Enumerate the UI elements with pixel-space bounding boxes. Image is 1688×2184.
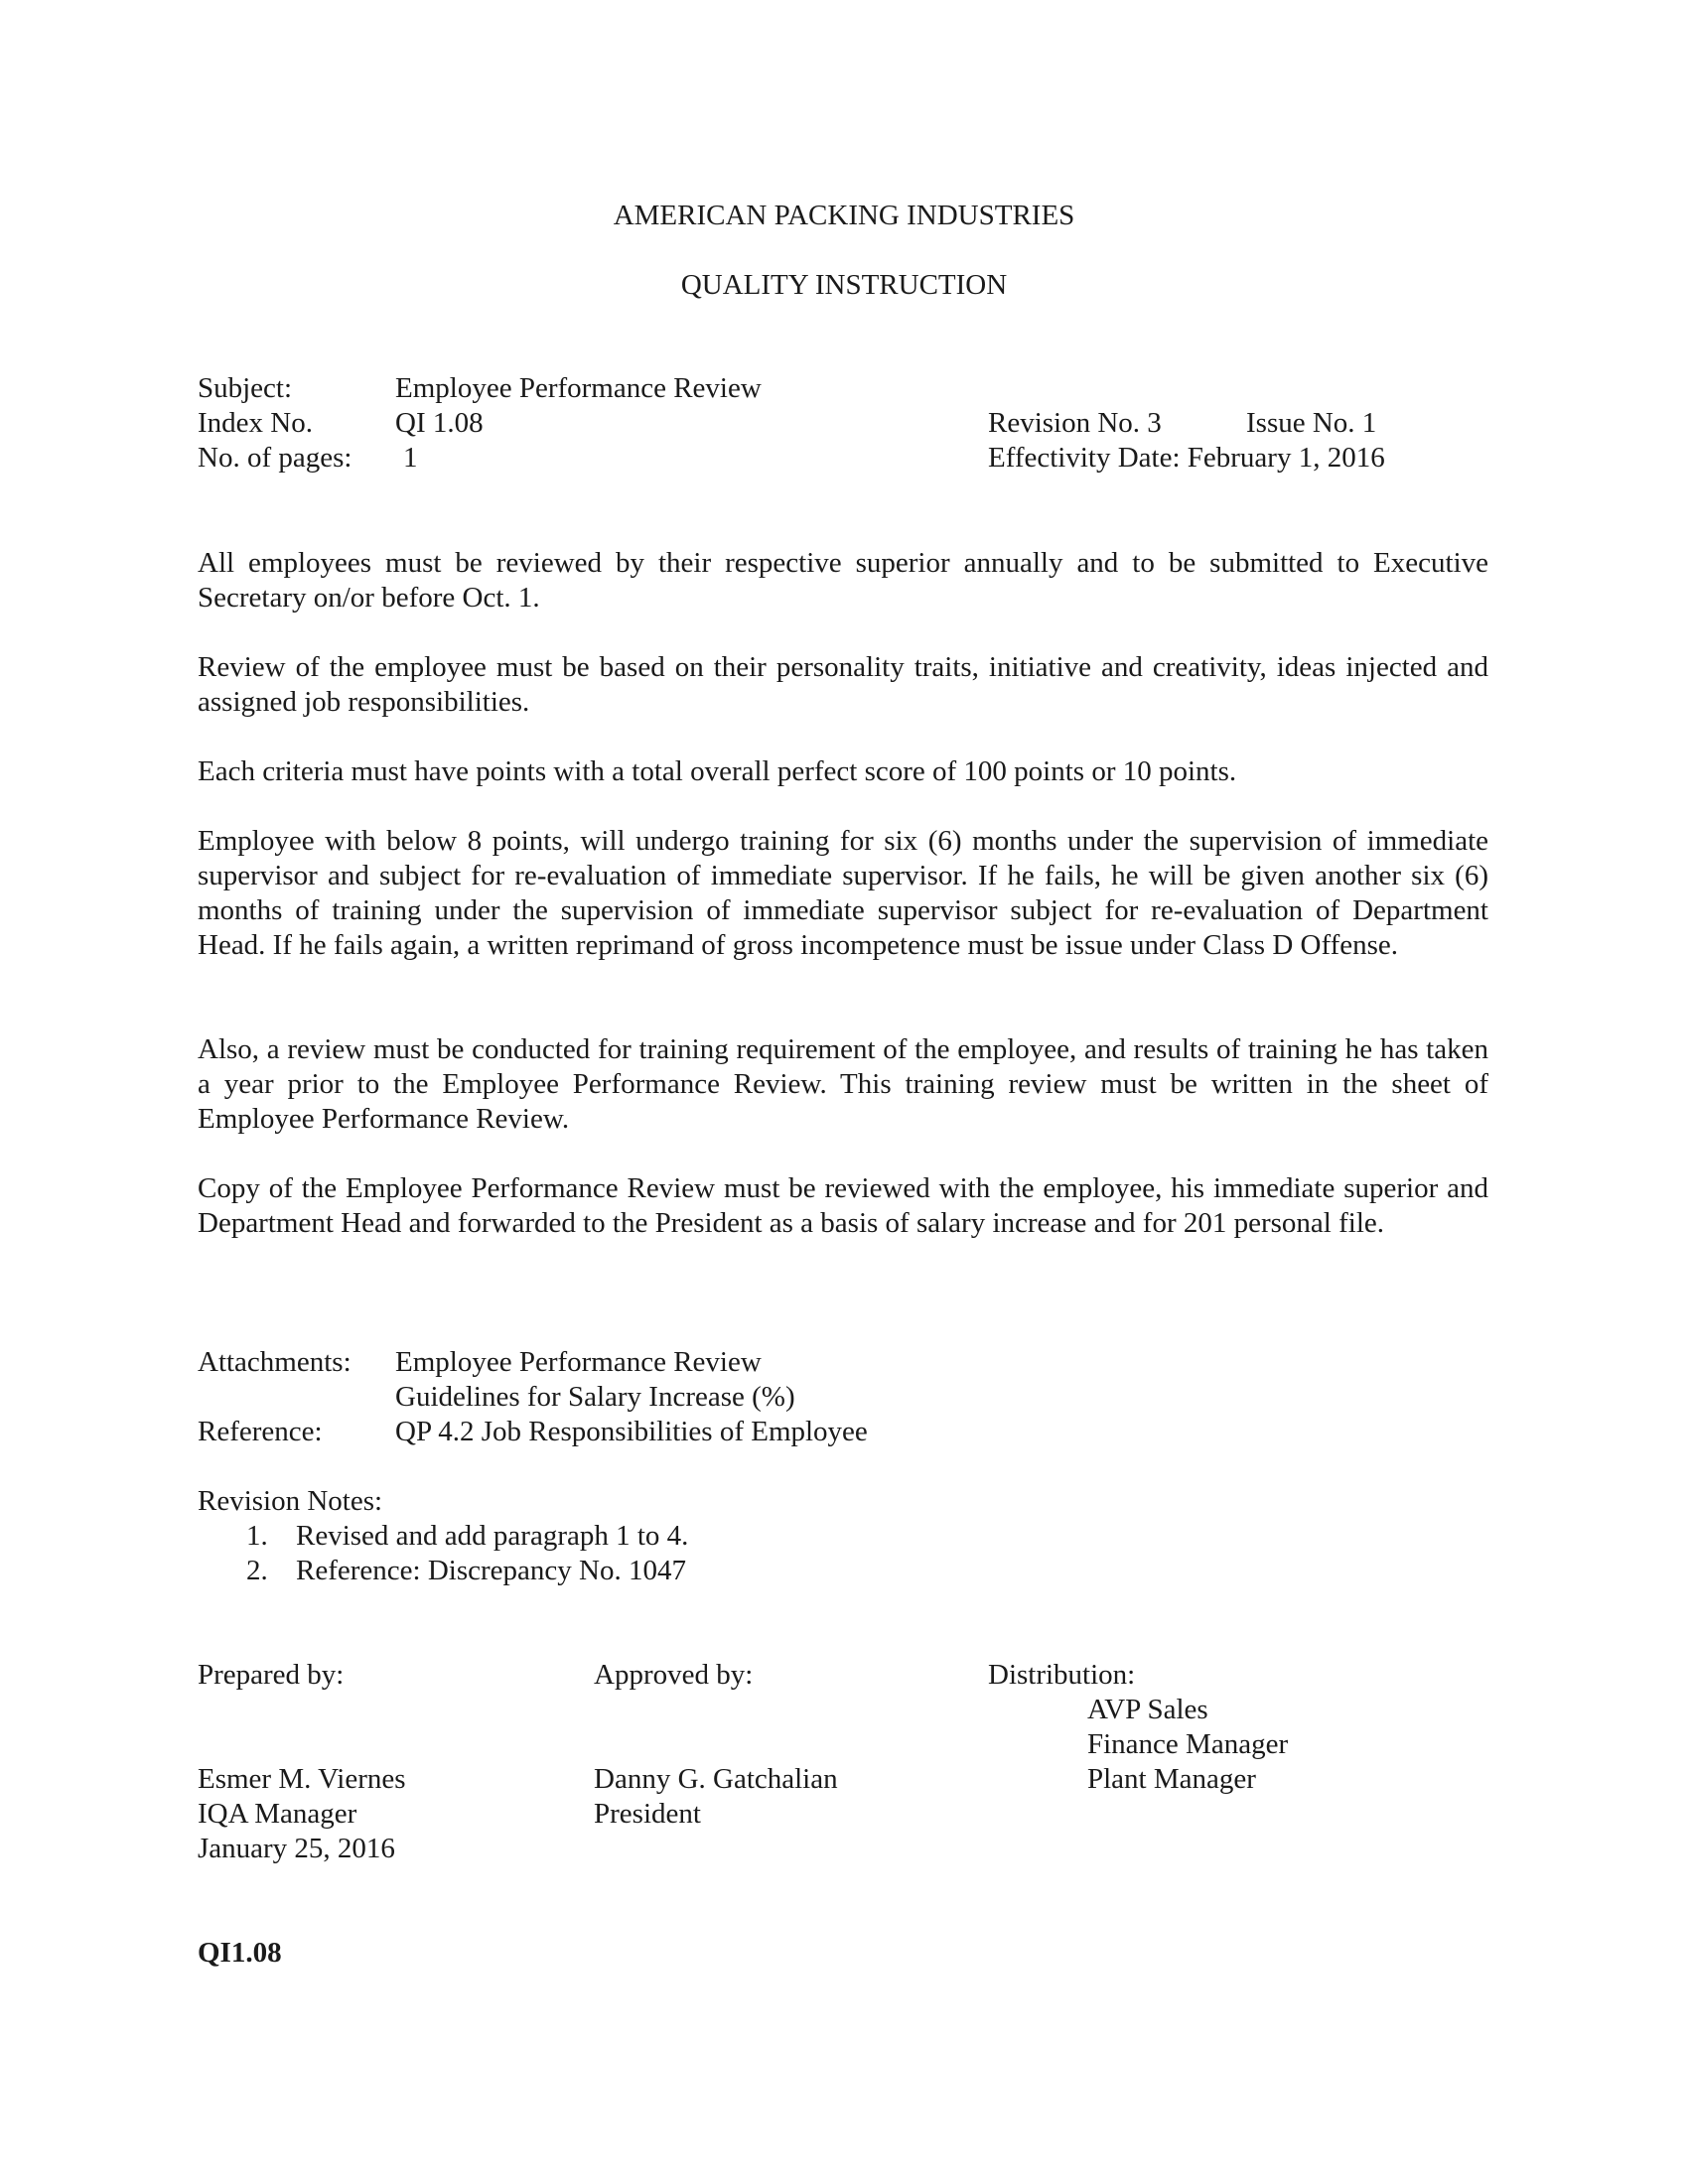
paragraph-2: Review of the employee must be based on their personality traits, initiative and creativity, ideas injected and assigned job responsibilities.: [198, 651, 1488, 718]
reference-value: QP 4.2 Job Responsibilities of Employee: [395, 1416, 868, 1447]
attachment-item: Guidelines for Salary Increase (%): [395, 1381, 795, 1413]
subject-value: Employee Performance Review: [395, 372, 762, 404]
distribution-item: Plant Manager: [1087, 1763, 1256, 1795]
attachment-item: Employee Performance Review: [395, 1346, 762, 1378]
paragraph-6: Copy of the Employee Performance Review must be reviewed with the employee, his immediate superior and Department Head and forwarded to the President as a basis of salary increase and for 201 personal file.: [198, 1172, 1488, 1239]
paragraph-1: All employees must be reviewed by their respective superior annually and to be submitted to Executive Secretary on/or before Oct. 1.: [198, 547, 1488, 614]
effectivity-date: Effectivity Date: February 1, 2016: [988, 442, 1385, 474]
prepared-by-label: Prepared by:: [198, 1659, 345, 1691]
revision-number: Revision No. 3: [988, 407, 1162, 439]
document-code: QI1.08: [198, 1937, 282, 1969]
paragraph-4: Employee with below 8 points, will undergo training for six (6) months under the supervision of immediate supervisor and subject for re-evaluation of immediate supervisor. If he fails, he will be given another six (6) months of training under the supervision of immediate supervisor subject for re-evaluation of Department Head. If he fails again, a written reprimand of gross incompetence must be issue under Class D Offense.: [198, 825, 1488, 961]
reference-label: Reference:: [198, 1416, 323, 1447]
attachments-label: Attachments:: [198, 1346, 352, 1378]
preparer-date: January 25, 2016: [198, 1833, 395, 1864]
revision-note-text: Reference: Discrepancy No. 1047: [296, 1555, 686, 1586]
approver-name: Danny G. Gatchalian: [594, 1763, 838, 1795]
pages-value: 1: [403, 442, 418, 474]
revision-note-number: 2.: [246, 1555, 268, 1586]
revision-note-number: 1.: [246, 1520, 268, 1552]
distribution-item: Finance Manager: [1087, 1728, 1289, 1760]
paragraph-3: Each criteria must have points with a total overall perfect score of 100 points or 10 points.: [198, 755, 1237, 787]
company-name: AMERICAN PACKING INDUSTRIES: [613, 200, 1075, 231]
issue-number: Issue No. 1: [1246, 407, 1377, 439]
approved-by-label: Approved by:: [594, 1659, 754, 1691]
distribution-label: Distribution:: [988, 1659, 1136, 1691]
preparer-title: IQA Manager: [198, 1798, 357, 1830]
revision-note-text: Revised and add paragraph 1 to 4.: [296, 1520, 689, 1552]
paragraph-5: Also, a review must be conducted for training requirement of the employee, and results of training he has taken a year prior to the Employee Performance Review. This training review must be written in the sheet of Employee Performance Review.: [198, 1033, 1488, 1135]
revision-notes-label: Revision Notes:: [198, 1485, 383, 1517]
index-label: Index No.: [198, 407, 313, 439]
index-value: QI 1.08: [395, 407, 484, 439]
preparer-name: Esmer M. Viernes: [198, 1763, 406, 1795]
pages-label: No. of pages:: [198, 442, 352, 474]
approver-title: President: [594, 1798, 701, 1830]
document-type: QUALITY INSTRUCTION: [680, 269, 1008, 301]
subject-label: Subject:: [198, 372, 293, 404]
distribution-item: AVP Sales: [1087, 1694, 1208, 1725]
